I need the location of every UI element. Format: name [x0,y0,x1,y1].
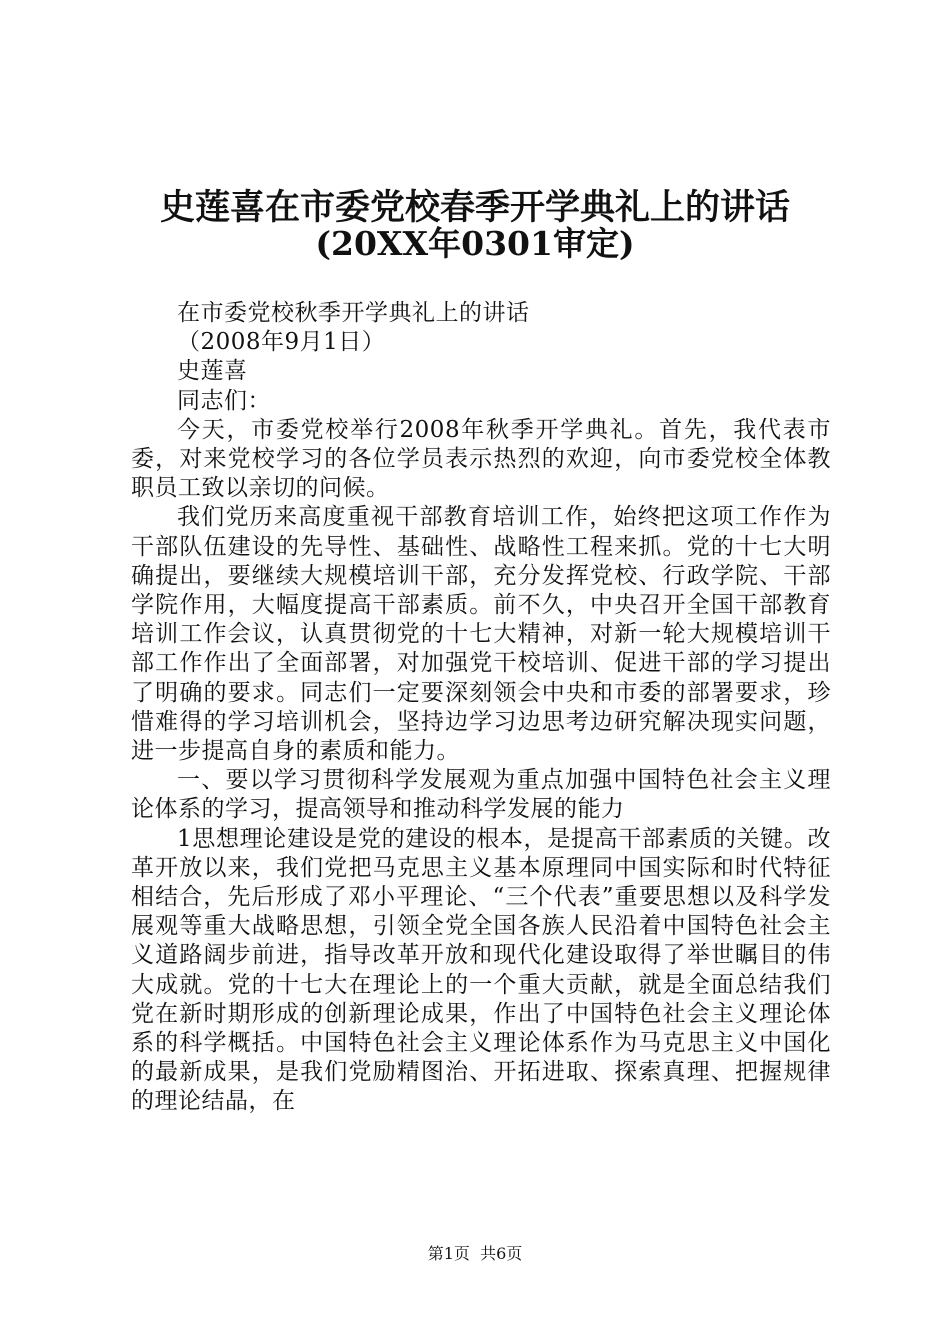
document-title-date: (20XX年0301审定) [315,224,635,263]
page-number-footer: 第1页 共6页 [427,1244,523,1263]
body-paragraph: 今天，市委党校举行2008年秋季开学典礼。首先，我代表市委，对来党校学习的各位学员表示热烈的欢迎，向市委党校全体教职员工致以亲切的问候。 [131,416,831,502]
document-title: 史莲喜在市委党校春季开学典礼上的讲话 [159,187,790,228]
body-paragraph: 我们党历来高度重视干部教育培训工作，始终把这项工作作为干部队伍建设的先导性、基础性、战略性工程来抓。党的十七大明确提出，要继续大规模培训干部，充分发挥党校、行政学院、干部学院作用，大幅度提高干部素质。前不久，中央召开全国干部教育培训工作会议，认真贯彻党的十七大精神，对新一轮大规模培训干部工作作出了全面部署，对加强党干校培训、促进干部的学习提出了明确的要求。同志们一定要深刻领会中央和市委的部署要求，珍惜难得的学习培训机会，坚持边学习边思考边研究解决现实问题，进一步提高自身的素质和能力。 [131,504,831,765]
section-heading: 一、要以学习贯彻科学发展观为重点加强中国特色社会主义理论体系的学习，提高领导和推动科学发展的能力 [131,767,831,823]
speech-date: （2008年9月1日） [177,329,386,356]
speaker-name: 史莲喜 [177,358,248,385]
document-body [131,299,831,1117]
body-paragraph: 1思想理论建设是党的建设的根本，是提高干部素质的关键。改革开放以来，我们党把马克思主义基本原理同中国实际和时代特征相结合，先后形成了邓小平理论、“三个代表”重要思想以及科学发展观等重大战略思想，引领全党全国各族人民沿着中国特色社会主义道路阔步前进，指导改革开放和现代化建设取得了举世瞩目的伟大成就。党的十七大在理论上的一个重大贡献，就是全面总结我们党在新时期形成的创新理论成果，作出了中国特色社会主义理论体系的科学概括。中国特色社会主义理论体系作为马克思主义中国化的最新成果，是我们党励精图治、开拓进取、探索真理、把握规律的理论结晶，在 [131,825,831,1115]
salutation: 同志们： [177,387,271,414]
speech-heading: 在市委党校秋季开学典礼上的讲话 [177,300,530,326]
